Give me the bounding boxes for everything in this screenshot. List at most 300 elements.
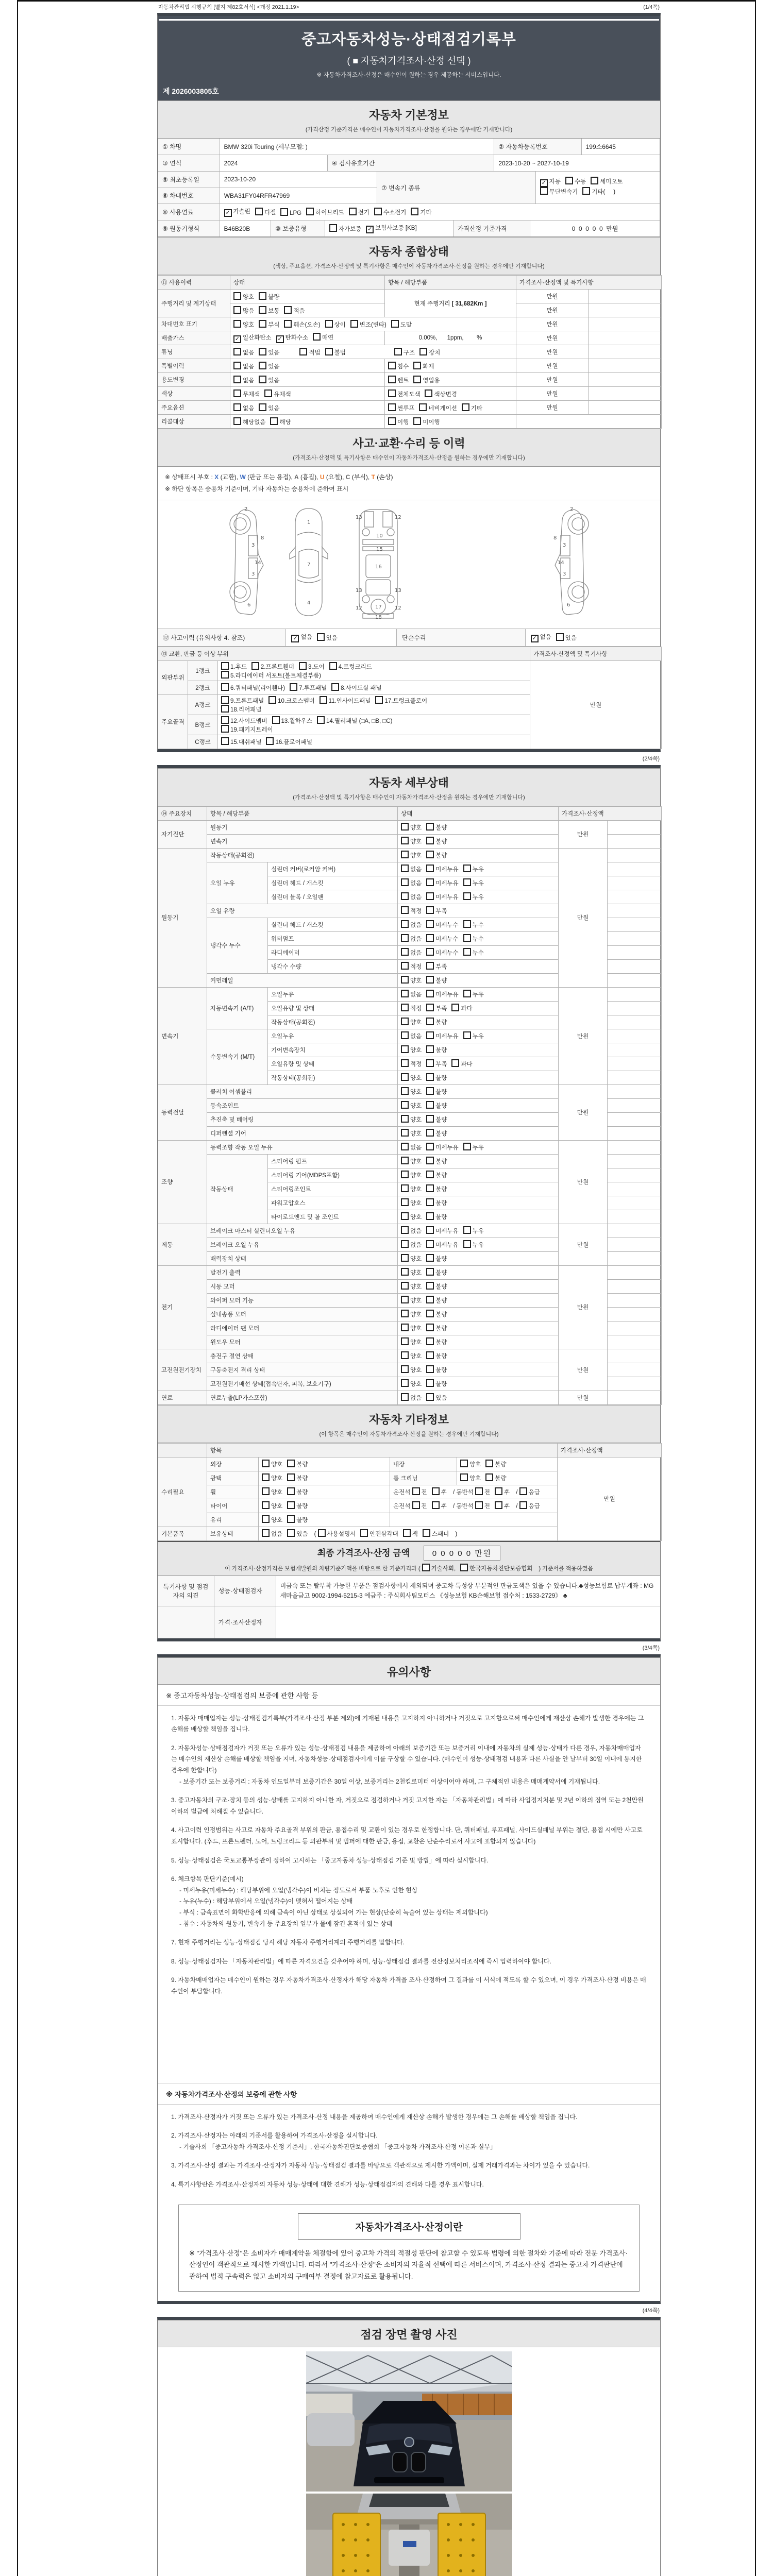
checkbox-option[interactable]: 양호 (401, 1310, 422, 1318)
checkbox-option[interactable]: 양호 (401, 837, 422, 845)
form-cell[interactable] (230, 290, 385, 303)
checkbox-option[interactable]: 불량 (426, 1296, 447, 1304)
checkbox-option[interactable]: 불량 (426, 1337, 447, 1346)
checkbox-option[interactable]: 없음 (401, 1226, 422, 1235)
checkbox-option[interactable]: ✓ 자동 (540, 177, 561, 187)
checkbox-option[interactable]: 있음 (317, 633, 338, 642)
checkbox-option[interactable]: 전 (475, 1487, 490, 1496)
checkbox-option[interactable]: 누유 (463, 1031, 484, 1040)
checkbox-option[interactable]: 불법 (325, 348, 346, 357)
checkbox-option[interactable]: 네비게이션 (419, 403, 457, 412)
checkbox-option[interactable]: 불량 (426, 1268, 447, 1277)
checkbox-option[interactable]: 양호 (401, 1045, 422, 1054)
checkbox-option[interactable]: 부식 (259, 320, 279, 329)
checkbox-option[interactable]: 4.트렁크리드 (329, 662, 372, 671)
form-cell[interactable]: 운전석 전 후 / 동반석 전 후 / 응급 (390, 1485, 558, 1499)
form-cell[interactable] (398, 1001, 559, 1015)
checkbox-option[interactable]: 부족 (426, 962, 447, 971)
checkbox-option[interactable]: 5.라디에이터 서포트(볼트체결부품) (221, 671, 321, 680)
checkbox-option[interactable]: 불량 (426, 1129, 447, 1138)
checkbox-option[interactable]: 양호 (262, 1473, 282, 1482)
checkbox-option[interactable]: 미세누수 (426, 934, 458, 943)
checkbox-option[interactable]: 미세누유 (426, 1226, 458, 1235)
form-cell[interactable] (385, 359, 516, 373)
form-cell[interactable] (398, 1321, 559, 1335)
checkbox-option[interactable]: 미세누유 (426, 1143, 458, 1151)
checkbox-option[interactable]: 불량 (426, 1101, 447, 1110)
checkbox-option[interactable]: 3.도어 (299, 662, 325, 671)
checkbox-option[interactable]: 미세누수 (426, 920, 458, 929)
form-cell[interactable] (398, 945, 559, 959)
checkbox-option[interactable]: 양호 (401, 1101, 422, 1110)
checkbox-option[interactable]: 부족 (426, 906, 447, 915)
checkbox-option[interactable]: 양호 (401, 1087, 422, 1096)
checkbox-option[interactable]: 양호 (401, 823, 422, 832)
checkbox-option[interactable]: 무단변속기 (540, 187, 578, 196)
checkbox-option[interactable]: 불량 (287, 1501, 308, 1510)
form-cell[interactable] (398, 1043, 559, 1057)
checkbox-option[interactable]: 미세누유 (426, 892, 458, 901)
checkbox-option[interactable]: 불량 (426, 1212, 447, 1221)
checkbox-option[interactable]: ✓ 탄화수소 (276, 333, 308, 343)
checkbox-option[interactable]: 전 (412, 1487, 427, 1496)
form-cell[interactable] (218, 660, 530, 681)
checkbox-option[interactable]: 미세누유 (426, 878, 458, 887)
form-cell[interactable]: 없음 있음 ( 사용설명서 안전삼각대 잭 스패너 ) (259, 1527, 558, 1540)
checkbox-option[interactable]: 12.사이드멤버 (221, 716, 267, 725)
checkbox-option[interactable]: 안전삼각대 (360, 1529, 398, 1538)
checkbox-option[interactable]: 응급 (519, 1487, 540, 1496)
form-cell[interactable] (398, 1335, 559, 1349)
form-cell[interactable] (230, 401, 385, 415)
checkbox-option[interactable]: 장치 (419, 348, 440, 357)
checkbox-option[interactable]: 양호 (401, 1018, 422, 1026)
checkbox-option[interactable]: 양호 (401, 851, 422, 859)
checkbox-option[interactable]: ✓ 가솔린 (224, 207, 250, 217)
checkbox-option[interactable]: 적정 (401, 962, 422, 971)
checkbox-option[interactable]: ✓ 보험사보증 [KB] (366, 224, 416, 233)
standard-book-options[interactable] (422, 1566, 537, 1572)
checkbox-option[interactable]: 영업용 (413, 376, 440, 384)
checkbox-option[interactable]: 부족 (426, 1004, 447, 1012)
checkbox-option[interactable]: 양호 (460, 1473, 481, 1482)
checkbox-option[interactable]: ✓ 일산화탄소 (233, 333, 272, 343)
checkbox-option[interactable]: 침수 (388, 362, 409, 370)
checkbox-option[interactable]: 양호 (233, 320, 254, 329)
checkbox-option[interactable]: 8.사이드실 패널 (331, 683, 381, 692)
checkbox-option[interactable]: 있음 (287, 1529, 308, 1538)
checkbox-option[interactable]: 적정 (401, 906, 422, 915)
checkbox-option[interactable]: 없음 (401, 948, 422, 957)
form-cell[interactable] (398, 1168, 559, 1182)
checkbox-option[interactable]: 18.리어패널 (221, 705, 261, 714)
form-cell[interactable] (259, 1457, 390, 1471)
form-cell[interactable] (398, 1363, 559, 1377)
checkbox-option[interactable]: 자가보증 (329, 224, 361, 233)
form-cell[interactable] (398, 931, 559, 945)
checkbox-option[interactable]: 6.쿼터패널(리어휀다) (221, 683, 285, 692)
form-cell[interactable] (259, 1485, 390, 1499)
checkbox-option[interactable]: 매연 (313, 333, 333, 342)
checkbox-option[interactable]: 디젤 (255, 208, 276, 216)
checkbox-option[interactable]: 불량 (426, 1157, 447, 1165)
checkbox-option[interactable]: 불량 (426, 1310, 447, 1318)
form-cell[interactable] (259, 1513, 390, 1527)
checkbox-option[interactable]: 미세누유 (426, 1240, 458, 1249)
form-cell[interactable] (218, 715, 530, 735)
checkbox-option[interactable]: 불량 (426, 1324, 447, 1332)
checkbox-option[interactable]: 없음 (233, 403, 254, 412)
checkbox-option[interactable]: 불량 (426, 1282, 447, 1291)
checkbox-option[interactable]: 누유 (463, 1143, 484, 1151)
checkbox-option[interactable]: 14.필러패널 (□A, □B, □C) (317, 716, 393, 725)
checkbox-option[interactable]: 화재 (413, 362, 434, 370)
checkbox (259, 306, 266, 314)
checkbox-option[interactable]: 양호 (401, 1198, 422, 1207)
form-cell[interactable] (398, 1154, 559, 1168)
checkbox-option[interactable]: 해당 (270, 417, 291, 426)
form-cell[interactable] (230, 317, 516, 331)
form-cell[interactable] (398, 1015, 559, 1029)
checkbox-option[interactable]: 수소전기 (374, 208, 406, 216)
checkbox-option[interactable]: 하이브리드 (306, 208, 344, 216)
checkbox-option[interactable]: 적음 (284, 306, 305, 315)
checkbox-option[interactable]: 없음 (401, 865, 422, 873)
form-cell[interactable] (398, 973, 559, 987)
form-cell[interactable] (398, 918, 559, 931)
checkbox-option[interactable]: 있음 (259, 362, 279, 370)
checkbox-option[interactable]: 없음 (401, 920, 422, 929)
checkbox-option[interactable]: 미세누수 (426, 948, 458, 957)
checkbox-option[interactable]: 기타 (462, 403, 482, 412)
checkbox-option[interactable]: 많음 (233, 306, 254, 315)
checkbox-option[interactable]: 양호 (460, 1460, 481, 1468)
checkbox-option[interactable]: 불량 (426, 1115, 447, 1124)
checkbox-option[interactable]: 보통 (259, 306, 279, 315)
form-cell[interactable] (398, 1377, 559, 1391)
form-cell[interactable]: 운전석 전 후 / 동반석 전 후 / 응급 (390, 1499, 558, 1513)
simple-repair-options[interactable] (526, 629, 660, 646)
form-cell[interactable] (230, 415, 385, 429)
form-cell[interactable] (398, 1126, 559, 1140)
checkbox-option[interactable]: 불량 (485, 1460, 506, 1468)
checkbox-option[interactable]: 양호 (262, 1487, 282, 1496)
form-cell[interactable] (230, 373, 385, 387)
checkbox-option[interactable]: 누유 (463, 892, 484, 901)
checkbox-option[interactable]: 불량 (426, 1087, 447, 1096)
checkbox-option[interactable]: 양호 (401, 1115, 422, 1124)
checkbox-option[interactable]: 양호 (401, 1129, 422, 1138)
form-cell[interactable] (385, 387, 516, 401)
checkbox-option[interactable]: 잭 (403, 1529, 418, 1538)
form-cell[interactable] (385, 401, 516, 415)
form-cell[interactable] (259, 1471, 390, 1485)
form-cell (608, 1112, 662, 1126)
checkbox-option[interactable]: 후 (495, 1487, 510, 1496)
checkbox-option[interactable]: 불량 (426, 837, 447, 845)
checkbox-option[interactable]: 불량 (426, 823, 447, 832)
checkbox-option[interactable]: 사용설명서 (318, 1529, 356, 1538)
form-cell[interactable] (398, 1057, 559, 1071)
checkbox-option[interactable]: 누수 (463, 948, 484, 957)
form-cell[interactable] (398, 1238, 559, 1251)
form-cell[interactable] (218, 694, 530, 715)
checkbox-option[interactable]: 미세누유 (426, 990, 458, 998)
form-cell (589, 387, 662, 401)
form-cell[interactable] (398, 1071, 559, 1084)
form-cell[interactable] (385, 415, 516, 429)
form-cell[interactable] (398, 1224, 559, 1238)
checkbox-option[interactable]: 이행 (388, 417, 409, 426)
checkbox-option[interactable]: 누유 (463, 878, 484, 887)
other-info-table (158, 1443, 662, 1541)
checkbox-option[interactable]: 후 (495, 1501, 510, 1510)
form-cell[interactable] (398, 1265, 559, 1279)
checkbox-option[interactable]: 없음 (401, 1240, 422, 1249)
accident-options[interactable] (286, 629, 397, 646)
form-cell: 타이로드엔드 및 볼 조인트 (268, 1210, 398, 1224)
form-cell[interactable] (398, 1182, 559, 1196)
checkbox-option[interactable]: 변조(변타) (350, 320, 386, 329)
checkbox-option[interactable]: 9.프론트패널 (221, 696, 264, 705)
form-cell[interactable] (398, 1196, 559, 1210)
checkbox-option[interactable]: 불량 (426, 1171, 447, 1179)
form-cell[interactable] (398, 820, 559, 834)
checkbox-option[interactable]: 불량 (426, 1018, 447, 1026)
checkbox-option[interactable]: 썬루프 (388, 403, 414, 412)
checkbox-option[interactable]: 수동 (565, 177, 586, 185)
checkbox-option[interactable]: 누유 (463, 1240, 484, 1249)
checkbox-option[interactable]: 양호 (401, 1337, 422, 1346)
form-cell[interactable] (398, 876, 559, 890)
checkbox (426, 1031, 434, 1039)
checkbox-option[interactable]: 도말 (391, 320, 412, 329)
checkbox-option[interactable]: 13.휠하우스 (272, 716, 312, 725)
checkbox-option[interactable]: 불량 (426, 1045, 447, 1054)
checkbox-option[interactable]: 양호 (401, 1184, 422, 1193)
checkbox-option[interactable]: 양호 (401, 976, 422, 985)
form-cell[interactable] (398, 1140, 559, 1154)
checkbox-option[interactable]: 색상변경 (425, 389, 457, 398)
checkbox-option[interactable]: 전기 (349, 208, 369, 216)
checkbox-option[interactable]: 있음 (426, 1393, 447, 1402)
checkbox-option[interactable]: 양호 (262, 1501, 282, 1510)
checkbox-option[interactable]: 불량 (426, 1184, 447, 1193)
checkbox-option[interactable]: 양호 (401, 1324, 422, 1332)
form-cell[interactable] (398, 1349, 559, 1363)
form-cell[interactable] (398, 1307, 559, 1321)
checkbox-option[interactable]: 후 (432, 1487, 447, 1496)
checkbox-option[interactable]: 없음 (401, 892, 422, 901)
checkbox-option[interactable]: 16.플로어패널 (266, 737, 312, 746)
form-cell[interactable] (398, 1210, 559, 1224)
checkbox-option[interactable]: 불량 (426, 1365, 447, 1374)
form-cell: 광택 (207, 1471, 259, 1485)
checkbox-option[interactable]: 스패너 (423, 1529, 449, 1538)
form-cell[interactable] (398, 1293, 559, 1307)
checkbox-option[interactable]: 과다 (451, 1004, 472, 1012)
checkbox-option[interactable]: 렌트 (388, 376, 409, 384)
checkbox-option[interactable]: 없음 (401, 1143, 422, 1151)
form-cell[interactable] (398, 1112, 559, 1126)
checkbox-option[interactable]: 양호 (401, 1296, 422, 1304)
checkbox-option[interactable]: 불량 (426, 976, 447, 985)
checkbox-option[interactable]: 없음 (401, 1393, 422, 1402)
form-cell[interactable] (457, 1471, 558, 1485)
form-cell[interactable] (398, 848, 559, 862)
form-cell[interactable] (398, 1251, 559, 1265)
fuel-options[interactable] (220, 204, 660, 220)
checkbox-option[interactable]: 없음 (262, 1529, 282, 1538)
form-cell[interactable] (398, 987, 559, 1001)
form-cell[interactable] (218, 735, 530, 749)
checkbox-option[interactable]: 응급 (519, 1501, 540, 1510)
checkbox-option[interactable]: 있음 (556, 633, 577, 642)
checkbox-option[interactable]: 불량 (485, 1473, 506, 1482)
checkbox-option[interactable]: 불량 (287, 1460, 308, 1468)
checkbox-option[interactable]: 7.루프패널 (290, 683, 327, 692)
checkbox-option[interactable]: ✓ 없음 (291, 633, 312, 642)
checkbox-option[interactable]: 구조 (394, 348, 415, 357)
form-cell[interactable] (398, 834, 559, 848)
checkbox-option[interactable]: 불량 (287, 1487, 308, 1496)
checkbox-option[interactable]: 유채색 (264, 389, 291, 398)
checkbox-option[interactable]: 불량 (259, 292, 279, 301)
form-cell[interactable] (259, 1499, 390, 1513)
checkbox-option[interactable]: 전 (412, 1501, 427, 1510)
checkbox-option[interactable]: 양호 (262, 1515, 282, 1524)
form-cell[interactable] (398, 1029, 559, 1043)
checkbox-option[interactable]: 전체도색 (388, 389, 420, 398)
checkbox-option[interactable]: 2.프론트휀더 (251, 662, 294, 671)
form-cell[interactable] (457, 1457, 558, 1471)
checkbox-option[interactable]: 불량 (287, 1473, 308, 1482)
form-cell[interactable] (230, 345, 516, 359)
checkbox-option[interactable]: 양호 (401, 1157, 422, 1165)
checkbox-option[interactable]: 미세누유 (426, 1031, 458, 1040)
checkbox (426, 1018, 434, 1025)
checkbox-option[interactable]: 불량 (426, 1351, 447, 1360)
form-cell[interactable] (230, 359, 385, 373)
checkbox-option[interactable]: 미이행 (413, 417, 440, 426)
form-cell[interactable] (398, 862, 559, 876)
checkbox (233, 403, 241, 411)
checkbox-option[interactable]: 불량 (426, 1379, 447, 1388)
checkbox-option[interactable]: 양호 (262, 1460, 282, 1468)
form-cell[interactable] (398, 890, 559, 904)
checkbox-option[interactable]: 전 (475, 1501, 490, 1510)
checkbox-option[interactable]: 없음 (401, 934, 422, 943)
checkbox-option[interactable]: 불량 (426, 851, 447, 859)
checkbox (401, 1282, 409, 1290)
checkbox-option[interactable]: 양호 (401, 1365, 422, 1374)
checkbox-option[interactable]: 불량 (426, 1198, 447, 1207)
checkbox-option[interactable]: 없음 (233, 376, 254, 384)
checkbox-option[interactable]: 15.대쉬패널 (221, 737, 261, 746)
checkbox-option[interactable]: 없음 (401, 878, 422, 887)
checkbox-option[interactable]: 없음 (233, 348, 254, 357)
checkbox-option[interactable]: 미세누유 (426, 865, 458, 873)
checkbox-option[interactable]: 무채색 (233, 389, 260, 398)
checkbox-option[interactable]: 있음 (259, 348, 279, 357)
checkbox-option[interactable]: 한국자동차진단보증협회 (460, 1564, 532, 1572)
checkbox-option[interactable]: 양호 (401, 1379, 422, 1388)
form-cell[interactable] (398, 1279, 559, 1293)
checkbox-option[interactable]: 양호 (233, 292, 254, 301)
form-cell[interactable] (230, 331, 385, 345)
checkbox-option[interactable]: 불량 (426, 1254, 447, 1263)
checkbox-option[interactable]: 없음 (401, 1031, 422, 1040)
checkbox-option[interactable]: 있음 (259, 403, 279, 412)
form-cell[interactable] (398, 959, 559, 973)
form-cell[interactable] (218, 681, 530, 694)
checkbox-option[interactable]: 누유 (463, 865, 484, 873)
checkbox-option[interactable]: 10.크로스멤버 (268, 696, 315, 705)
notice-item: 1. 자동차 매매업자는 성능·상태점검기록부(가격조사·산정 부분 제외)에 기재된 내용을 고지하지 아니하거나 거짓으로 고지함으로써 매수인에게 재산상 손해가 발생한 경우에는 그 손해를 배상할 책임을 집니다. (171, 1714, 644, 1733)
checkbox-option[interactable]: 양호 (401, 1171, 422, 1179)
checkbox-option[interactable]: 기타 (411, 208, 431, 216)
checkbox-option[interactable]: 누수 (463, 920, 484, 929)
checkbox-option[interactable]: 적법 (299, 348, 320, 357)
checkbox-option[interactable]: 누유 (463, 1226, 484, 1235)
checkbox-option[interactable]: 상이 (325, 320, 346, 329)
checkbox-option[interactable]: 있음 (259, 376, 279, 384)
checkbox-option[interactable]: 누수 (463, 934, 484, 943)
form-cell: 2랭크 (188, 681, 218, 694)
checkbox-option[interactable]: 11.인사이드패널 (320, 696, 371, 705)
checkbox-option[interactable]: 없음 (233, 362, 254, 370)
checkbox-option[interactable]: 1.후드 (221, 662, 247, 671)
warranty-options[interactable] (325, 221, 453, 236)
checkbox-option[interactable]: 양호 (401, 1212, 422, 1221)
checkbox (485, 1460, 493, 1467)
checkbox-option[interactable]: 17.트렁크플로어 (375, 696, 427, 705)
checkbox-option[interactable]: 세미오토 (591, 177, 623, 185)
checkbox-option[interactable]: 해당없음 (233, 417, 265, 426)
checkbox-option[interactable]: 19.패키지트레이 (221, 725, 273, 734)
checkbox-option[interactable]: 과다 (451, 1059, 472, 1068)
checkbox-option[interactable]: 부족 (426, 1059, 447, 1068)
checkbox-option[interactable]: 적정 (401, 1004, 422, 1012)
checkbox-option[interactable]: 후 (432, 1501, 447, 1510)
checkbox-option[interactable]: 양호 (401, 1351, 422, 1360)
form-cell[interactable] (398, 1391, 559, 1404)
checkbox-option[interactable]: LPG (280, 208, 301, 216)
checkbox-option[interactable]: 양호 (401, 1254, 422, 1263)
checkbox-option[interactable]: 불량 (426, 1073, 447, 1082)
checkbox (255, 208, 263, 215)
checkbox-option[interactable]: 적정 (401, 1059, 422, 1068)
form-cell[interactable] (398, 904, 559, 918)
checkbox-option[interactable]: 기타( ) (582, 187, 615, 196)
checkbox-option[interactable]: 양호 (401, 1282, 422, 1291)
checkbox-option[interactable]: 훼손(오손) (284, 320, 320, 329)
checkbox-option[interactable]: 양호 (401, 1268, 422, 1277)
transmission-options[interactable] (536, 172, 660, 204)
form-cell[interactable] (398, 1084, 559, 1098)
form-cell[interactable] (230, 303, 385, 317)
form-cell[interactable] (230, 387, 385, 401)
checkbox-option[interactable]: 양호 (401, 1073, 422, 1082)
checkbox-option[interactable]: ✓ 없음 (531, 633, 551, 642)
checkbox-option[interactable]: 기술사회, (422, 1564, 456, 1572)
checkbox-option[interactable]: 누유 (463, 990, 484, 998)
checkbox-option[interactable]: 불량 (287, 1515, 308, 1524)
form-cell[interactable] (398, 1098, 559, 1112)
form-cell: 윈도우 모터 (207, 1335, 398, 1349)
form-cell[interactable] (385, 373, 516, 387)
checkbox-option[interactable]: 없음 (401, 990, 422, 998)
